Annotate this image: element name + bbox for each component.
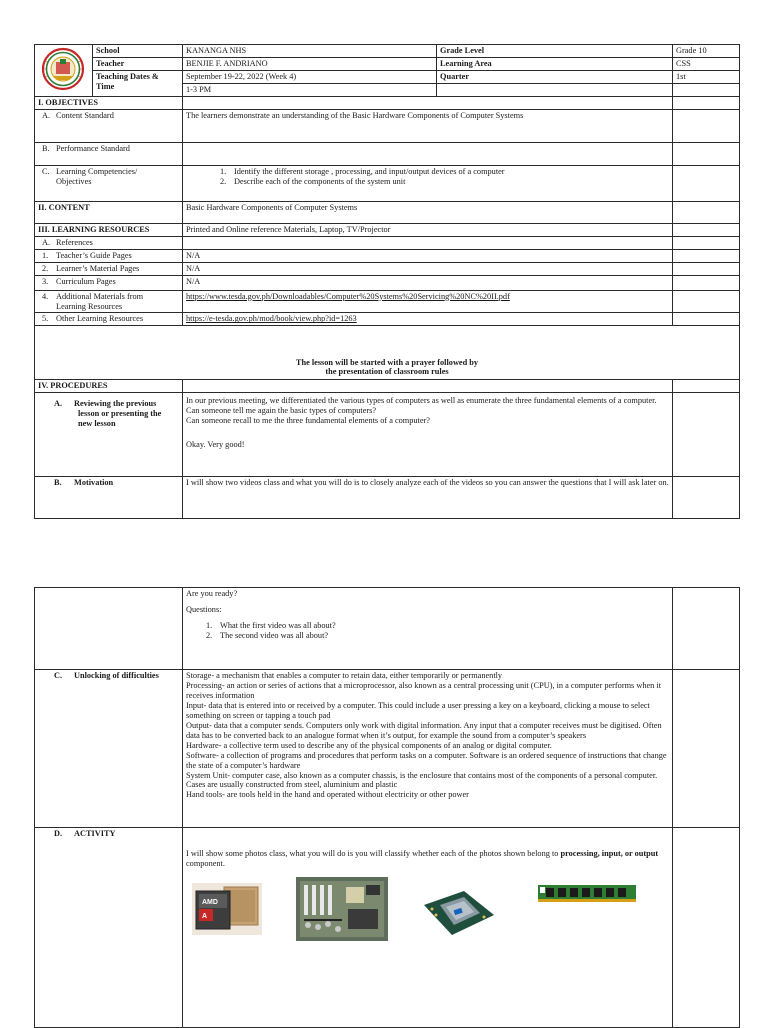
question-item: 2. The second video was all about? xyxy=(206,630,329,640)
teaching-time-value: 1-3 PM xyxy=(183,83,437,96)
learning-area-label: Learning Area xyxy=(437,57,673,70)
activity-content xyxy=(183,828,673,1028)
remarks-cell xyxy=(673,165,740,201)
remarks-cell xyxy=(673,96,740,109)
teaching-dates-label-line1: Teaching Dates & xyxy=(96,71,159,81)
teachers-guide-value: N/A xyxy=(183,249,673,262)
content-standard-label-text: Content Standard xyxy=(56,110,114,120)
grade-level-label: Grade Level xyxy=(437,45,673,58)
references-label: A. References xyxy=(35,236,183,249)
motivation-label: B. Motivation xyxy=(35,477,183,519)
quarter-value: 1st xyxy=(673,70,740,83)
activity-instructions: I will show some photos class, what you will do is you will classify whether each of the photos shown belong to processing, input, or output component. xyxy=(186,849,659,868)
definition-item: Hardware- a collective term used to describe any of the physical components of an analog or digital computer. xyxy=(186,740,552,750)
competencies-label-text-2: Objectives xyxy=(56,176,92,186)
procedures-heading-empty xyxy=(183,380,673,393)
activity-photos xyxy=(186,877,669,967)
competencies-label-text: Learning Competencies/ xyxy=(56,166,138,176)
remarks-cell xyxy=(673,262,740,275)
performance-standard-text xyxy=(183,142,673,165)
remarks-cell xyxy=(673,588,740,670)
content-heading: II. CONTENT xyxy=(35,201,183,223)
performance-standard-label-text: Performance Standard xyxy=(56,143,130,153)
remarks-cell xyxy=(673,313,740,326)
content-standard-num: A. xyxy=(42,110,51,120)
teacher-label: Teacher xyxy=(93,57,183,70)
teachers-guide-label: 1. Teacher’s Guide Pages xyxy=(35,249,183,262)
teaching-dates-label-line2: Time xyxy=(96,81,115,91)
remarks-cell xyxy=(673,290,740,313)
competencies-num: C. xyxy=(42,166,50,176)
motivation-text: I will show two videos class and what you will do is to closely analyze each of the videos so you can answer the questions that I will ask later on. xyxy=(183,477,673,519)
content-standard-text: The learners demonstrate an understanding of the Basic Hardware Components of Computer Systems xyxy=(183,109,673,142)
procedures-heading: IV. PROCEDURES xyxy=(35,380,183,393)
remarks-cell xyxy=(673,670,740,828)
competencies-list xyxy=(183,165,673,201)
performance-standard-num: B. xyxy=(42,143,50,153)
additional-materials-label: 4. Additional Materials from Learning Resources xyxy=(35,290,183,313)
definition-item: Software- a collection of programs and procedures that perform tasks on a computer. Software is an ordered sequence of instructions that change the state of a computer’s hardware xyxy=(186,750,667,770)
content-standard-label xyxy=(35,109,183,142)
other-resources-label: 5. Other Learning Resources xyxy=(35,313,183,326)
grade-level-value: Grade 10 xyxy=(673,45,740,58)
definition-item: Processing- an action or series of actions that a microprocessor, also known as a central processing unit (CPU), in a computer performs when it receives information xyxy=(186,680,661,700)
remarks-cell xyxy=(673,275,740,290)
teaching-dates-value: September 19-22, 2022 (Week 4) xyxy=(183,70,437,83)
references-empty xyxy=(183,236,673,249)
other-resources-link[interactable]: https://e-tesda.gov.ph/mod/book/view.php?id=1263 xyxy=(183,313,673,326)
remarks-cell xyxy=(673,236,740,249)
cpu-board-photo-icon xyxy=(418,885,498,941)
lesson-plan-table-page-1 xyxy=(34,44,740,519)
competencies-label xyxy=(35,165,183,201)
additional-materials-link[interactable]: https://www.tesda.gov.ph/Downloadables/Computer%20Systems%20Servicing%20NC%20II.pdf xyxy=(183,290,673,313)
school-value: KANANGA NHS xyxy=(183,45,437,58)
teaching-dates-label xyxy=(93,70,183,96)
remarks-cell xyxy=(673,249,740,262)
resources-text: Printed and Online reference Materials, Laptop, TV/Projector xyxy=(183,223,673,236)
definition-item: Storage- a mechanism that enables a computer to retain data, either temporarily or permanently xyxy=(186,671,503,680)
header-empty-cell xyxy=(673,83,740,96)
curriculum-pages-value: N/A xyxy=(183,275,673,290)
learners-material-value: N/A xyxy=(183,262,673,275)
resources-heading: III. LEARNING RESOURCES xyxy=(35,223,183,236)
objectives-heading: I. OBJECTIVES xyxy=(35,96,183,109)
unlocking-label: C. Unlocking of difficulties xyxy=(35,670,183,828)
page-2 xyxy=(0,587,768,1028)
motivation-cont-text: Are you ready? Questions: 1. What the first video was all about? 2. The second video was all about? xyxy=(183,588,673,670)
objectives-heading-empty xyxy=(183,96,673,109)
reviewing-text: In our previous meeting, we differentiated the various types of computers as well as enumerate the three fundamental elements of a computer. Can someone tell me again the basic types of computers? Can someone recall to me the three fundamental elements of a computer? Okay. Very good! xyxy=(183,393,673,477)
learning-area-value: CSS xyxy=(673,57,740,70)
question-item: 1. What the first video was all about? xyxy=(206,620,336,630)
header-empty-cell xyxy=(437,83,673,96)
learners-material-label: 2. Learner’s Material Pages xyxy=(35,262,183,275)
content-text: Basic Hardware Components of Computer Systems xyxy=(183,201,673,223)
definition-item: System Unit- computer case, also known as a computer chassis, is the enclosure that contains most of the components of a personal computer. Cases are usually constructed from steel, aluminium and plastic xyxy=(186,770,658,790)
unlocking-definitions xyxy=(183,670,673,828)
remarks-cell xyxy=(673,142,740,165)
reviewing-label: A. Reviewing the previous lesson or presenting the new lesson xyxy=(35,393,183,477)
prayer-note: The lesson will be started with a prayer followed by the presentation of classroom rules xyxy=(35,326,740,380)
school-logo-cell xyxy=(35,45,93,97)
remarks-cell xyxy=(673,828,740,1028)
school-label: School xyxy=(93,45,183,58)
processor-photo-icon xyxy=(192,883,262,935)
curriculum-pages-label: 3. Curriculum Pages xyxy=(35,275,183,290)
page-1 xyxy=(0,44,768,519)
quarter-label: Quarter xyxy=(437,70,673,83)
remarks-cell xyxy=(673,477,740,519)
activity-label: D. ACTIVITY xyxy=(35,828,183,1028)
ram-module-photo-icon xyxy=(536,881,638,907)
definition-item: Input- data that is entered into or received by a computer. This could include a user pressing a key on a keyboard, clicking a mouse to select something on screen or tapping a touch pad xyxy=(186,700,650,720)
svg-text:AMD: AMD xyxy=(202,898,218,906)
remarks-cell xyxy=(673,109,740,142)
remarks-cell xyxy=(673,380,740,393)
remarks-cell xyxy=(673,223,740,236)
teacher-value: BENJIE F. ANDRIANO xyxy=(183,57,437,70)
definition-item: Output- data that a computer sends. Computers only work with digital information. Any input that a computer receives must be digitised. Often data has to be converted back to an analogue format when it’s output, for example the sound from a computer’s speakers xyxy=(186,720,662,740)
performance-standard-label xyxy=(35,142,183,165)
definition-item: Hand tools- are tools held in the hand and operated without electricity or other power xyxy=(186,790,469,800)
school-seal-icon xyxy=(35,47,91,91)
remarks-cell xyxy=(673,201,740,223)
motivation-cont-label xyxy=(35,588,183,670)
competency-item: 2. Describe each of the components of the system unit xyxy=(220,176,406,186)
remarks-cell xyxy=(673,393,740,477)
competency-item: 1. Identify the different storage , processing, and input/output devices of a computer xyxy=(220,166,505,176)
motherboard-photo-icon xyxy=(296,877,388,941)
svg-text:A: A xyxy=(202,912,208,920)
lesson-plan-table-page-2 xyxy=(34,587,740,1028)
